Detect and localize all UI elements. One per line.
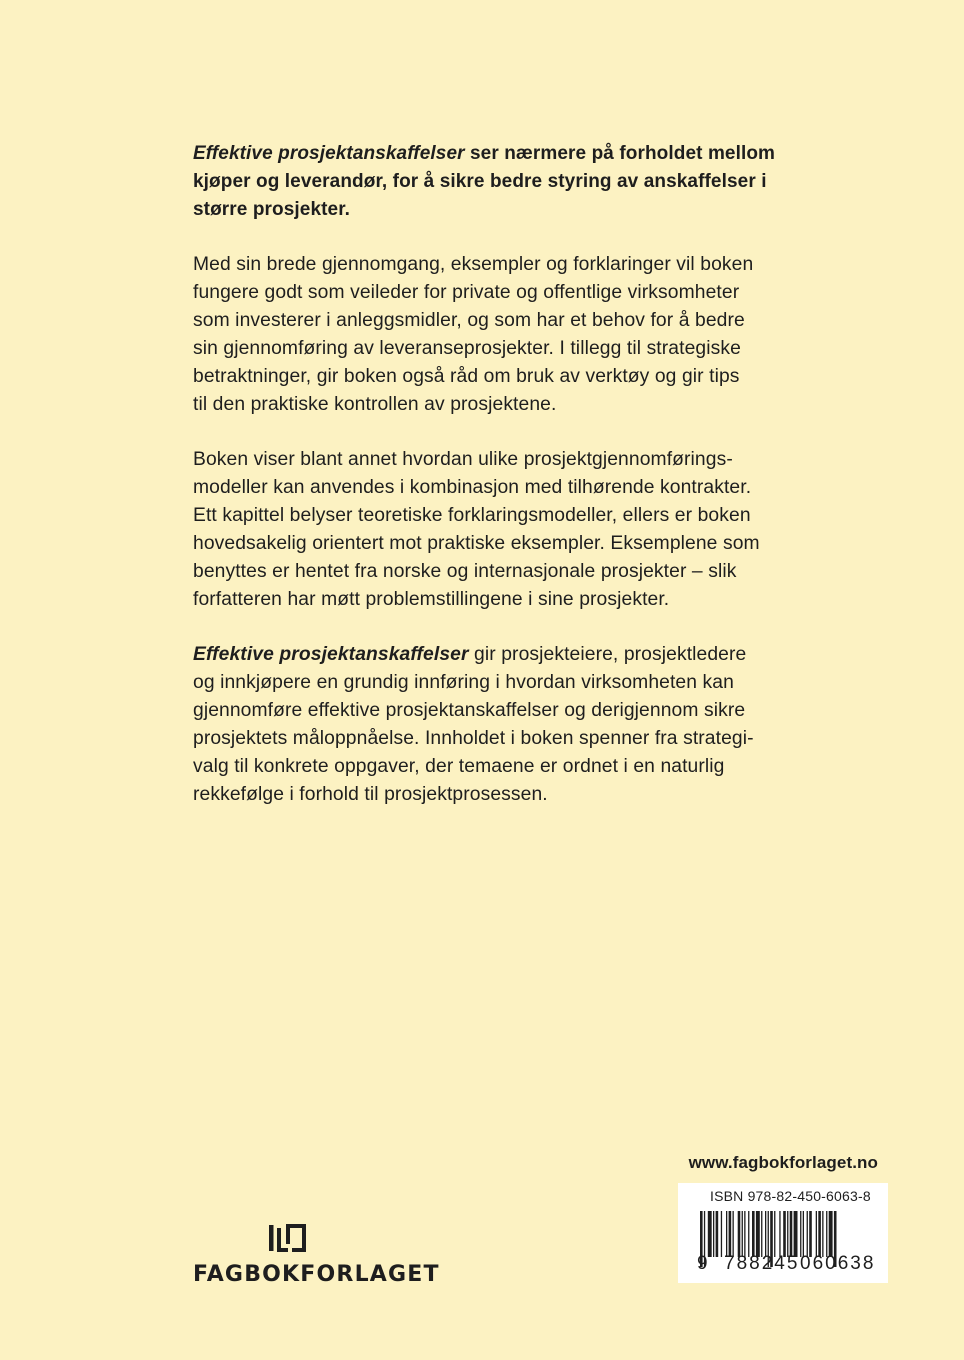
paragraph-2-line: sin gjennomføring av leveranseprosjekter. I tillegg til strategiske: [193, 338, 741, 359]
paragraph-3-line: hovedsakelig orientert mot praktiske eksempler. Eksemplene som: [193, 533, 760, 554]
paragraph-2-line: til den praktiske kontrollen av prosjektene.: [193, 394, 557, 415]
barcode-bar: [708, 1211, 712, 1257]
description-paragraph-1: [193, 140, 833, 224]
barcode-bar: [733, 1211, 734, 1257]
paragraph-1-line-2: kjøper og leverandør, for å sikre bedre styring av anskaffelser i: [193, 171, 767, 192]
paragraph-3-line: Boken viser blant annet hvordan ulike prosjektgjennomførings-: [193, 449, 733, 470]
paragraph-1-line-1-rest: ser nærmere på forholdet mellom: [464, 143, 776, 164]
barcode-bar: [826, 1211, 827, 1257]
barcode-bar: [752, 1211, 755, 1257]
barcode-bar: [807, 1211, 808, 1257]
paragraph-2-line: som investerer i anleggsmidler, og som har et behov for å bedre: [193, 310, 745, 331]
barcode-bar: [738, 1211, 741, 1257]
isbn-barcode: [678, 1183, 888, 1283]
barcode-bar: [721, 1211, 722, 1257]
barcode-bar: [822, 1211, 823, 1257]
barcode-bar: [803, 1211, 804, 1257]
barcode-bar: [809, 1211, 812, 1257]
paragraph-3-line: benyttes er hentet fra norske og internasjonale prosjekter – slik: [193, 561, 737, 582]
barcode-bar: [765, 1211, 766, 1257]
barcode-bar: [744, 1211, 745, 1257]
paragraph-4-line: valg til konkrete oppgaver, der temaene er ordnet i en naturlig: [193, 756, 725, 777]
barcode-bar: [726, 1211, 727, 1257]
barcode-bar: [790, 1211, 793, 1257]
barcode-bar: [787, 1211, 788, 1257]
barcode-bar: [756, 1211, 760, 1257]
description-paragraph-4: [193, 641, 833, 809]
barcode-bar: [783, 1211, 786, 1257]
description-paragraph-2: [193, 251, 833, 419]
barcode-bar: [800, 1211, 801, 1257]
barcode-digit-group-1: 788245: [724, 1253, 800, 1274]
barcode-bar: [829, 1211, 833, 1257]
back-cover-description: [193, 140, 833, 836]
paragraph-3-line: forfatteren har møtt problemstillingene i sine prosjekter.: [193, 589, 670, 610]
book-title-bold-italic: Effektive prosjektanskaffelser: [193, 644, 469, 665]
barcode-bar: [818, 1211, 821, 1257]
publisher-logo: [193, 1218, 440, 1288]
book-logo-icon: [268, 1222, 310, 1256]
barcode-bar: [713, 1211, 714, 1257]
paragraph-4-line: prosjektets måloppnåelse. Innholdet i boken spenner fra strategi-: [193, 728, 754, 749]
paragraph-4-line-1: [193, 641, 833, 669]
paragraph-2-line: betraktninger, gir boken også råd om bruk av verktøy og gir tips: [193, 366, 740, 387]
barcode-bar: [729, 1211, 732, 1257]
barcode-digit-first: 9: [697, 1253, 708, 1274]
barcode-bar: [816, 1211, 817, 1257]
publisher-name: FAGBOKFORLAGET: [193, 1262, 440, 1287]
paragraph-4-line: rekkefølge i forhold til prosjektprosessen.: [193, 784, 548, 805]
isbn-label: ISBN 978-82-450-6063-8: [710, 1188, 871, 1204]
barcode-bar: [779, 1211, 780, 1257]
paragraph-3-line: Ett kapittel belyser teoretiske forklaringsmodeller, ellers er boken: [193, 505, 751, 526]
book-title-italic: Effektive prosjektanskaffelser: [193, 143, 465, 164]
barcode-bar: [761, 1211, 762, 1257]
publisher-website: www.fagbokforlaget.no: [688, 1153, 878, 1172]
paragraph-4-line: og innkjøpere en grundig innføring i hvordan virksomheten kan: [193, 672, 734, 693]
barcode-digit-group-2: 060638: [800, 1253, 876, 1274]
paragraph-3-line: modeller kan anvendes i kombinasjon med tilhørende kontrakter.: [193, 477, 752, 498]
paragraph-1-line-3: større prosjekter.: [193, 199, 351, 220]
paragraph-2-line: fungere godt som veileder for private og offentlige virksomheter: [193, 282, 740, 303]
barcode-bar: [742, 1211, 743, 1257]
barcode-bar: [794, 1211, 798, 1257]
barcode-digits: [688, 1253, 878, 1275]
paragraph-4-line: gjennomføre effektive prosjektanskaffelser og derigjennom sikre: [193, 700, 746, 721]
paragraph-2-line: Med sin brede gjennomgang, eksempler og forklaringer vil boken: [193, 254, 754, 275]
barcode-bar: [748, 1211, 749, 1257]
barcode-bar: [774, 1211, 775, 1257]
paragraph-4-line-1-rest: gir prosjekteiere, prosjektledere: [468, 644, 747, 665]
paragraph-1-line-1: [193, 140, 833, 168]
barcode-bar: [716, 1211, 719, 1257]
description-paragraph-3: [193, 446, 833, 614]
